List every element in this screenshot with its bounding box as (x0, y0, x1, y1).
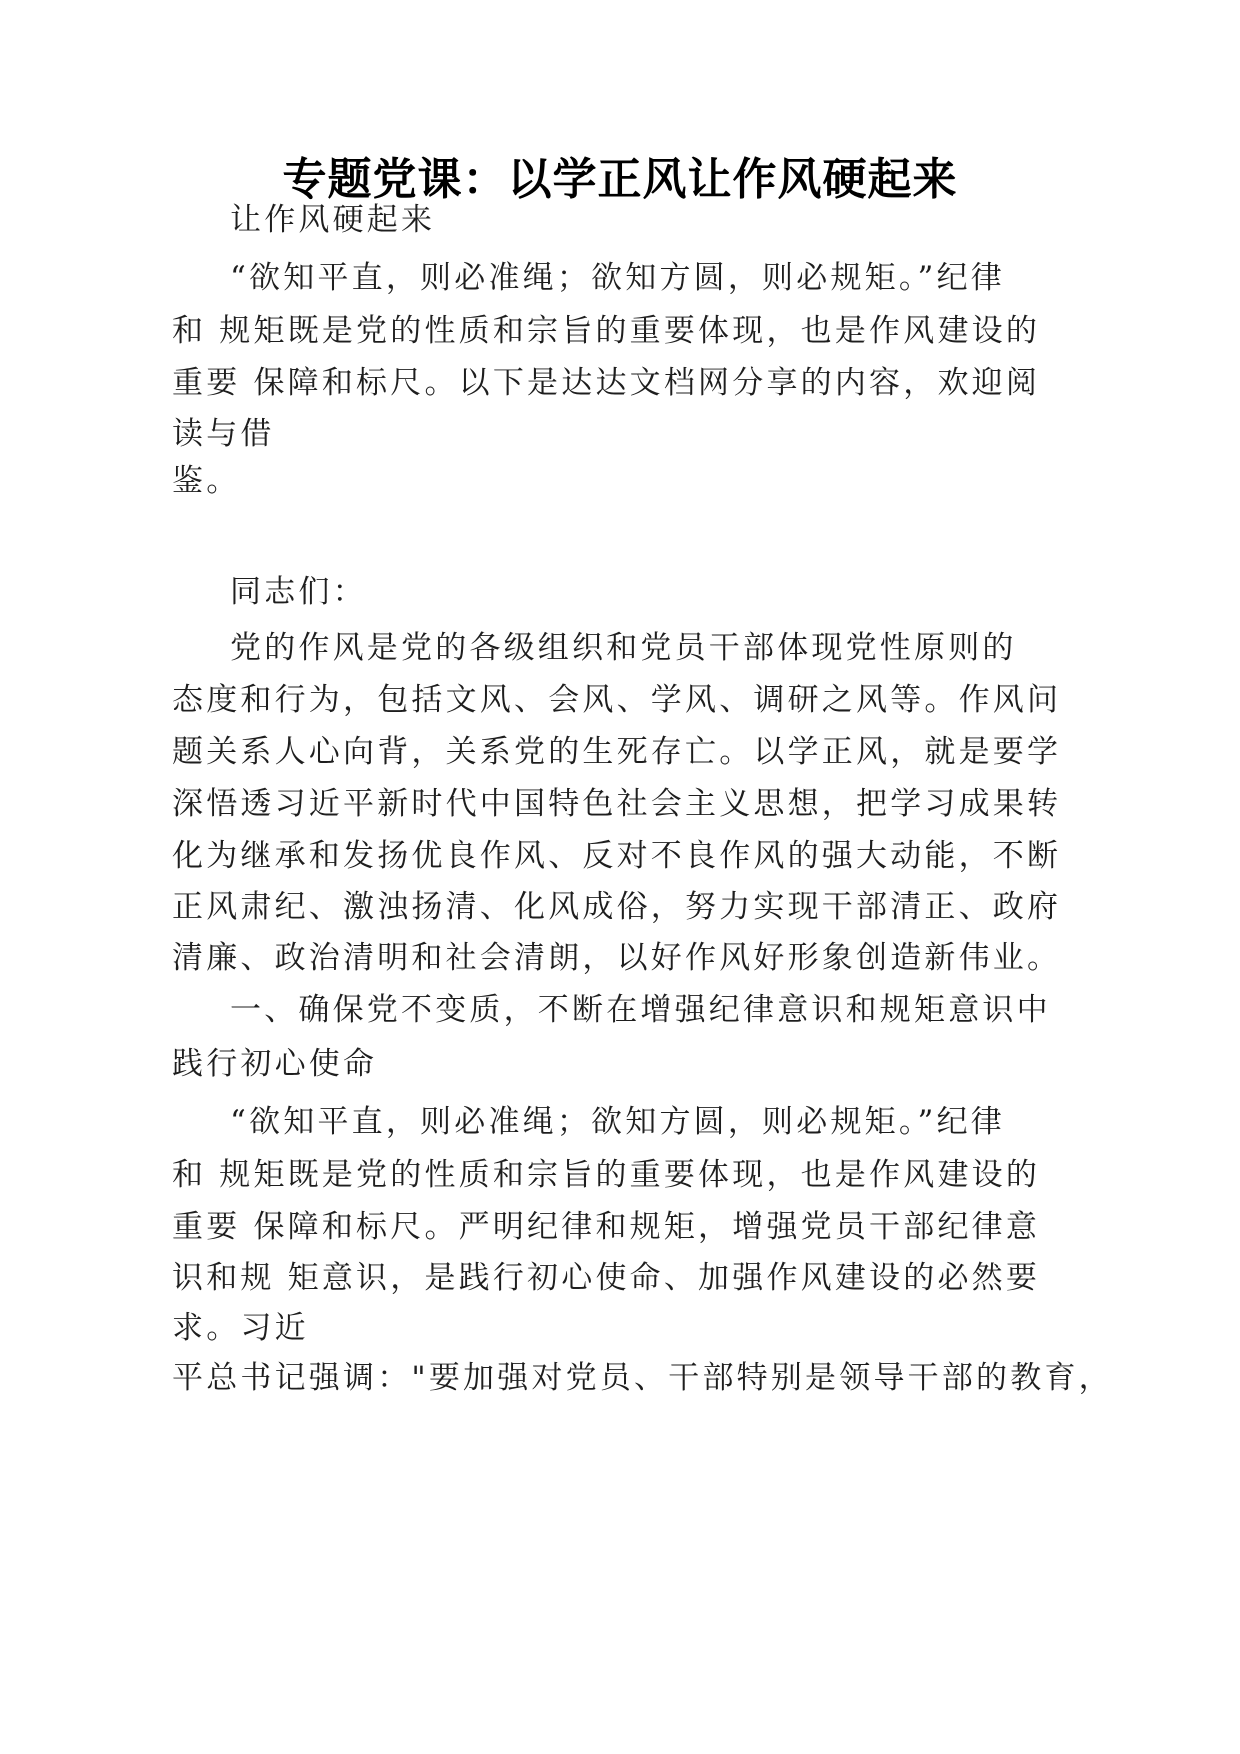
text-line: 态度和行为，包括文风、会风、学风、调研之风等。作风问 (172, 682, 1062, 718)
text-line: 让作风硬起来 (230, 202, 436, 238)
text-line: 求。习近 (172, 1310, 309, 1346)
text-line: 同志们： (230, 574, 367, 610)
section-heading: 践行初心使命 (172, 1046, 378, 1082)
document-title: 专题党课：以学正风让作风硬起来 (282, 154, 958, 205)
text-line: 党的作风是党的各级组织和党员干部体现党性原则的 (230, 630, 1017, 666)
text-line: 题关系人心向背，关系党的生死存亡。以学正风，就是要学 (172, 734, 1062, 770)
text-line: 识和规 矩意识，是践行初心使命、加强作风建设的必然要 (172, 1260, 1041, 1296)
text-line: 鉴。 (172, 463, 241, 499)
text-line: 正风肃纪、激浊扬清、化风成俗，努力实现干部清正、政府 (172, 889, 1062, 925)
text-line: 平总书记强调："要加强对党员、干部特别是领导干部的教育， (172, 1360, 1113, 1396)
text-line: 化为继承和发扬优良作风、反对不良作风的强大动能，不断 (172, 838, 1062, 874)
text-line: 和 规矩既是党的性质和宗旨的重要体现，也是作风建设的 (172, 313, 1041, 349)
text-line: 清廉、政治清明和社会清朗，以好作风好形象创造新伟业。 (172, 940, 1062, 976)
text-line: 重要 保障和标尺。以下是达达文档网分享的内容，欢迎阅 (172, 365, 1041, 401)
text-line: 读与借 (172, 416, 275, 452)
text-line: 和 规矩既是党的性质和宗旨的重要体现，也是作风建设的 (172, 1157, 1041, 1193)
text-line: “欲知平直，则必准绳；欲知方圆，则必规矩。”纪律 (230, 1104, 1005, 1140)
text-line: 重要 保障和标尺。严明纪律和规矩，增强党员干部纪律意 (172, 1209, 1041, 1245)
section-heading: 一、确保党不变质，不断在增强纪律意识和规矩意识中 (230, 992, 1051, 1028)
text-line: 深悟透习近平新时代中国特色社会主义思想，把学习成果转 (172, 786, 1062, 822)
text-line: “欲知平直，则必准绳；欲知方圆，则必规矩。”纪律 (230, 260, 1005, 296)
